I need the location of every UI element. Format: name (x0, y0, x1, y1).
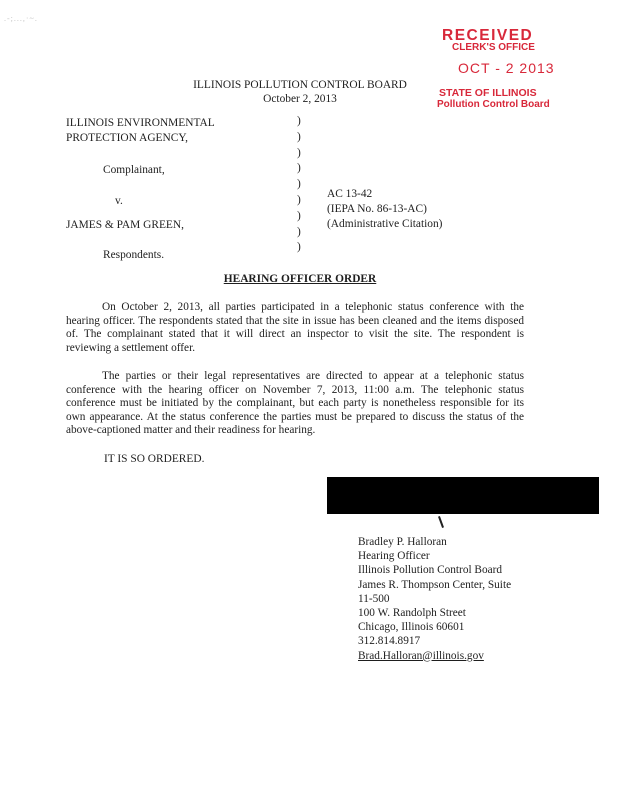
complainant-name-line1: ILLINOIS ENVIRONMENTAL (66, 117, 215, 129)
scan-artifact: .-;...,·~. (4, 14, 38, 23)
signer-name: Bradley P. Halloran (358, 536, 447, 548)
stamp-board: Pollution Control Board (437, 99, 550, 110)
board-name: ILLINOIS POLLUTION CONTROL BOARD (193, 79, 407, 91)
paragraph-2: The parties or their legal representatives are directed to appear at a telephonic status conference with the hearing officer on November 7, 2013, 11:00 a.m. The telephonic status conference must be initiated by the complainant, but each party is nonetheless responsible for its own appearance. At the status conference the parties must be prepared to discuss the status of the above-captioned matter and their readiness for hearing. (66, 370, 524, 436)
signature-block (358, 535, 511, 663)
complainant-name-line2: PROTECTION AGENCY, (66, 132, 188, 144)
email-link[interactable]: Brad.Halloran@illinois.gov (358, 649, 484, 662)
paragraph-1: On October 2, 2013, all parties participated in a telephonic status conference with the hearing officer. The respondents stated that the site in issue has been cleaned and the items disposed of. The complainant stated that it will direct an inspector to visit the site. The respondent is reviewing a settlement offer. (66, 301, 524, 354)
stamp-clerks-office: CLERK'S OFFICE (452, 42, 535, 53)
stamp-state: STATE OF ILLINOIS (439, 87, 537, 99)
case-type: (Administrative Citation) (327, 218, 443, 230)
versus: v. (115, 195, 123, 207)
order-title: HEARING OFFICER ORDER (223, 273, 377, 285)
address-line4: Chicago, Illinois 60601 (358, 621, 465, 634)
complainant-role: Complainant, (103, 164, 165, 176)
iepa-number: (IEPA No. 86-13-AC) (327, 203, 427, 215)
stamp-received: RECEIVED (442, 27, 534, 44)
address-line1: James R. Thompson Center, Suite (358, 578, 512, 591)
header-date: October 2, 2013 (263, 93, 337, 105)
signer-title: Hearing Officer (358, 550, 430, 563)
respondent-role: Respondents. (103, 249, 165, 261)
phone: 312.814.8917 (358, 635, 421, 648)
so-ordered: IT IS SO ORDERED. (104, 453, 205, 465)
caption-parentheses: ) ) ) ) ) ) ) ) ) (297, 115, 301, 254)
address-line2: 11-500 (358, 592, 390, 605)
signer-org: Illinois Pollution Control Board (358, 564, 503, 577)
case-number: AC 13-42 (327, 188, 373, 200)
redacted-signature (327, 477, 599, 514)
signature-tick (438, 516, 444, 528)
stamp-date: OCT - 2 2013 (458, 60, 555, 76)
respondent-name: JAMES & PAM GREEN, (66, 219, 184, 231)
address-line3: 100 W. Randolph Street (358, 607, 466, 620)
